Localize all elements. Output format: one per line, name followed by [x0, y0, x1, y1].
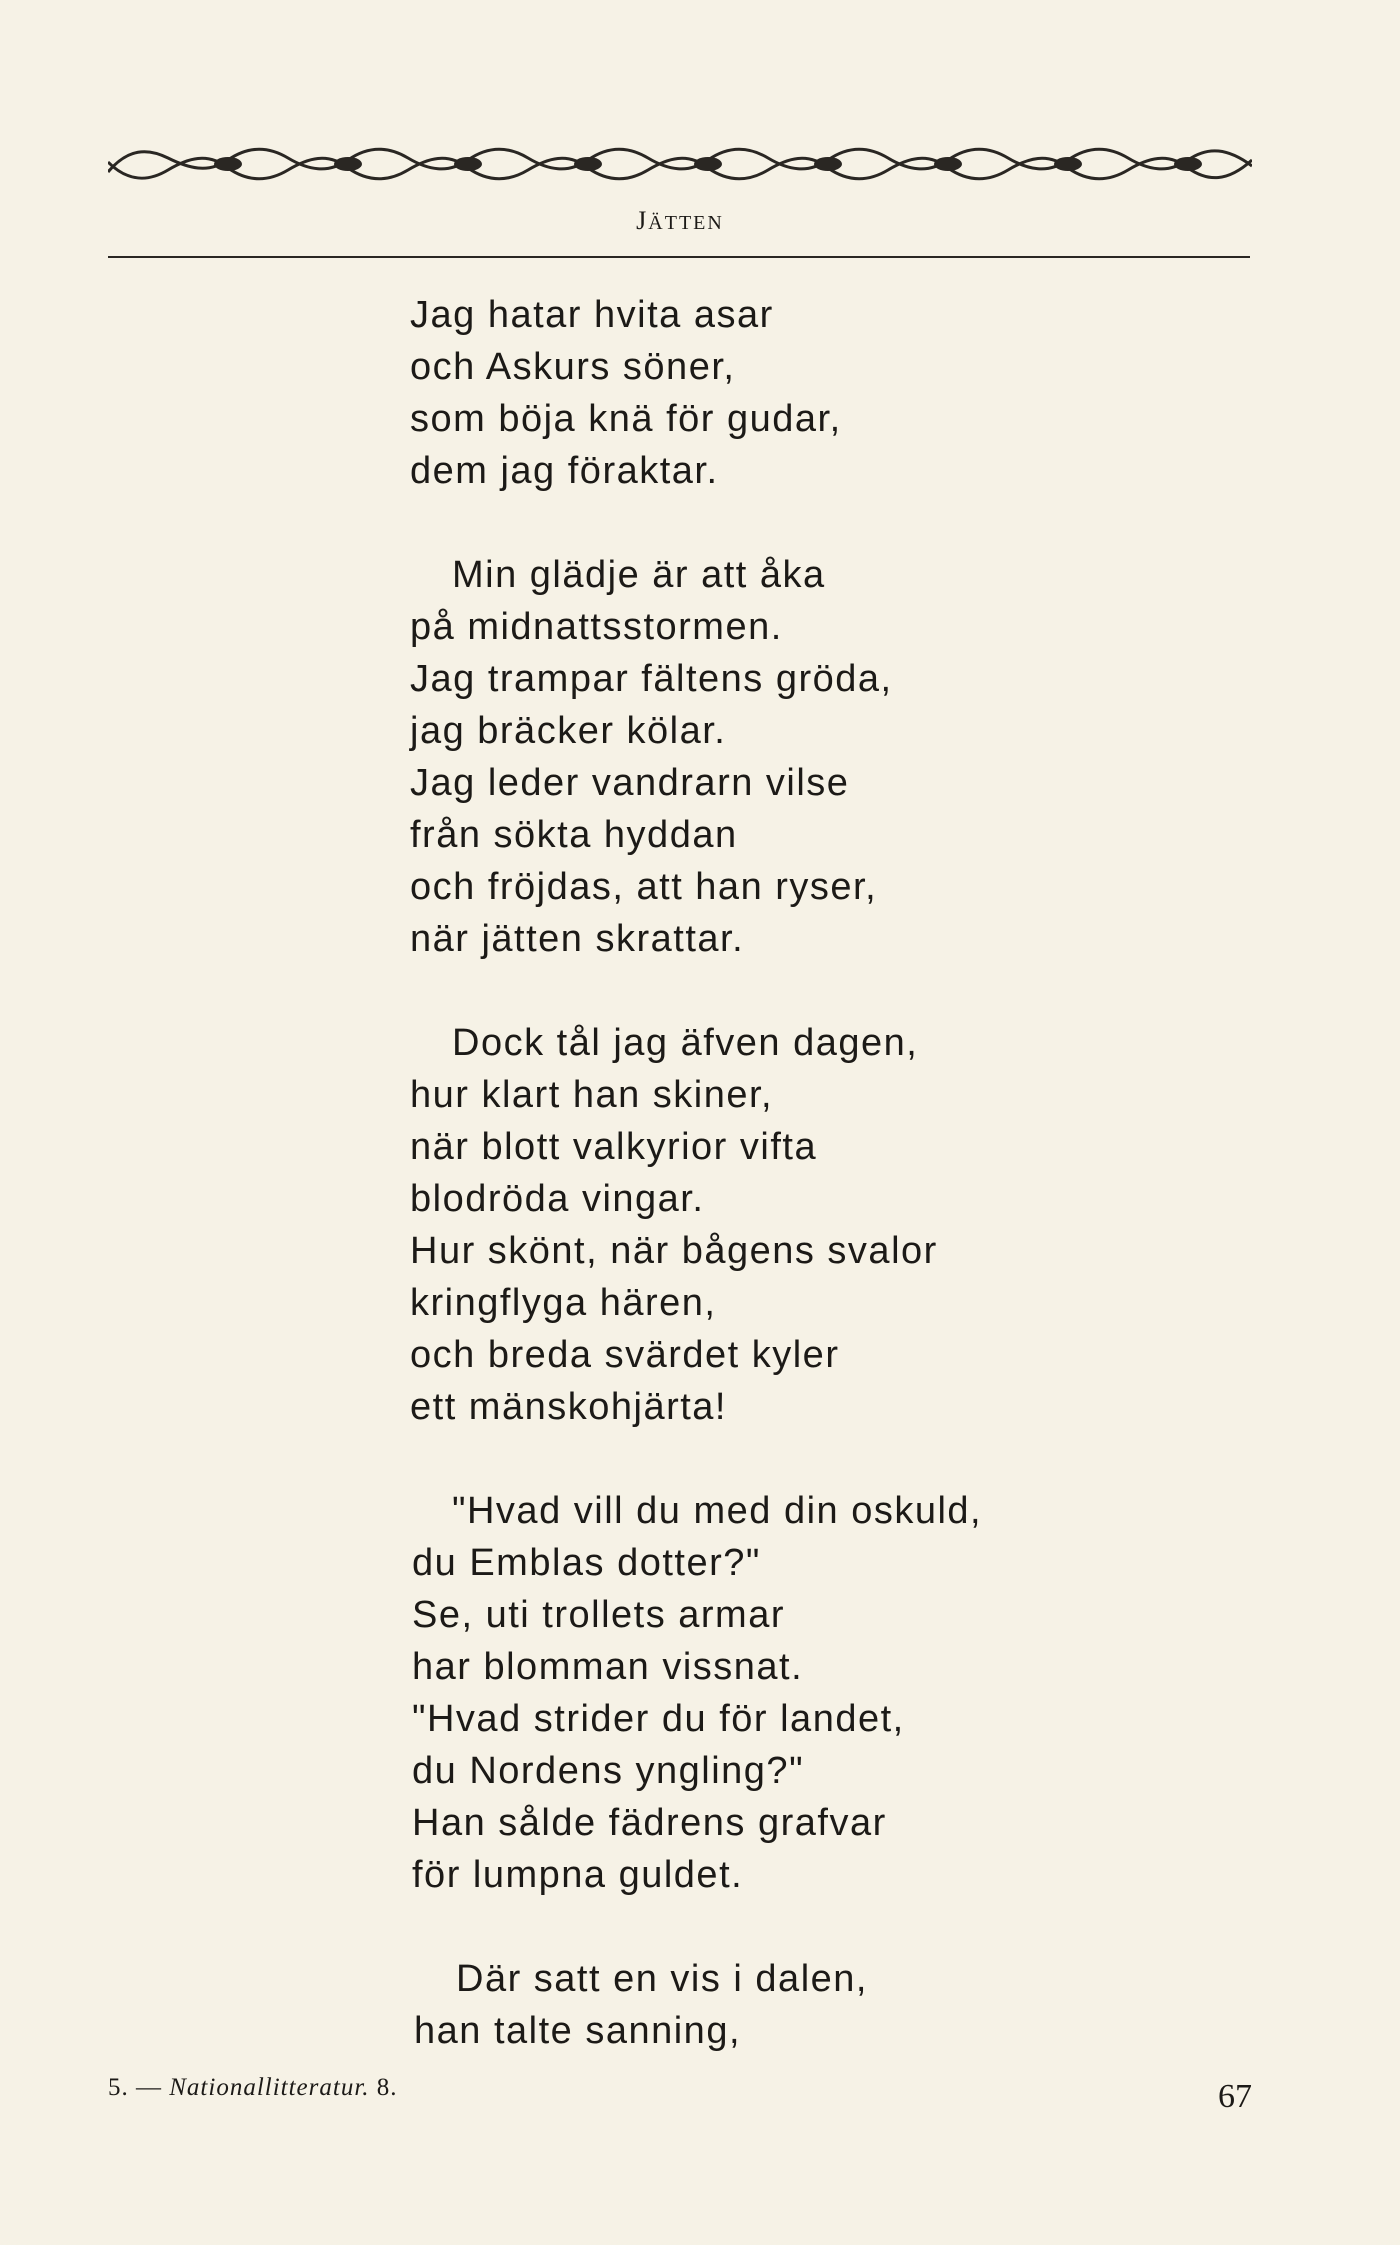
running-head-rest: ÄTTEN	[648, 212, 724, 234]
page-number: 67	[1218, 2078, 1252, 2115]
header-rule	[108, 256, 1250, 258]
poem-line: han talte sanning,	[414, 2010, 742, 2052]
poem-line: Han sålde fädrens grafvar	[412, 1802, 887, 1844]
signature-volume: 8.	[376, 2074, 398, 2101]
poem-line: när jätten skrattar.	[410, 918, 745, 960]
poem-line: när blott valkyrior vifta	[410, 1126, 818, 1168]
poem-line: blodröda vingar.	[410, 1178, 705, 1220]
running-head-initial: J	[636, 206, 649, 235]
poem-line: Hur skönt, när bågens svalor	[410, 1230, 938, 1272]
poem-line: dem jag föraktar.	[410, 450, 719, 492]
poem-line: Dock tål jag äfven dagen,	[452, 1022, 919, 1064]
signature-number: 5. —	[108, 2074, 162, 2101]
poem-line: Jag trampar fältens gröda,	[410, 658, 893, 700]
poem-line: Min glädje är att åka	[452, 554, 826, 596]
poem-line: Jag hatar hvita asar	[410, 294, 774, 336]
poem-line: "Hvad vill du med din oskuld,	[452, 1490, 983, 1532]
poem-line: hur klart han skiner,	[410, 1074, 774, 1116]
header-ornament	[108, 138, 1252, 190]
poem-line: kringflyga hären,	[410, 1282, 717, 1324]
poem-line: har blomman vissnat.	[412, 1646, 804, 1688]
poem-line: jag bräcker kölar.	[410, 710, 727, 752]
poem-line: du Nordens yngling?"	[412, 1750, 805, 1792]
poem-line: och Askurs söner,	[410, 346, 736, 388]
poem-line: på midnattsstormen.	[410, 606, 783, 648]
printer-signature	[108, 2074, 398, 2102]
poem-line: som böja knä för gudar,	[410, 398, 842, 440]
poem-line: ett mänskohjärta!	[410, 1386, 727, 1428]
poem-line: och fröjdas, att han ryser,	[410, 866, 878, 908]
poem-line: "Hvad strider du för landet,	[412, 1698, 905, 1740]
poem-line: du Emblas dotter?"	[412, 1542, 761, 1584]
poem-line: och breda svärdet kyler	[410, 1334, 840, 1376]
poem-line: från sökta hyddan	[410, 814, 738, 856]
poem-line: Jag leder vandrarn vilse	[410, 762, 850, 804]
poem-line: Se, uti trollets armar	[412, 1594, 785, 1636]
poem-line: Där satt en vis i dalen,	[456, 1958, 868, 2000]
running-head	[0, 206, 1360, 236]
poem-line: för lumpna guldet.	[412, 1854, 744, 1896]
signature-title: Nationallitteratur.	[169, 2074, 370, 2101]
